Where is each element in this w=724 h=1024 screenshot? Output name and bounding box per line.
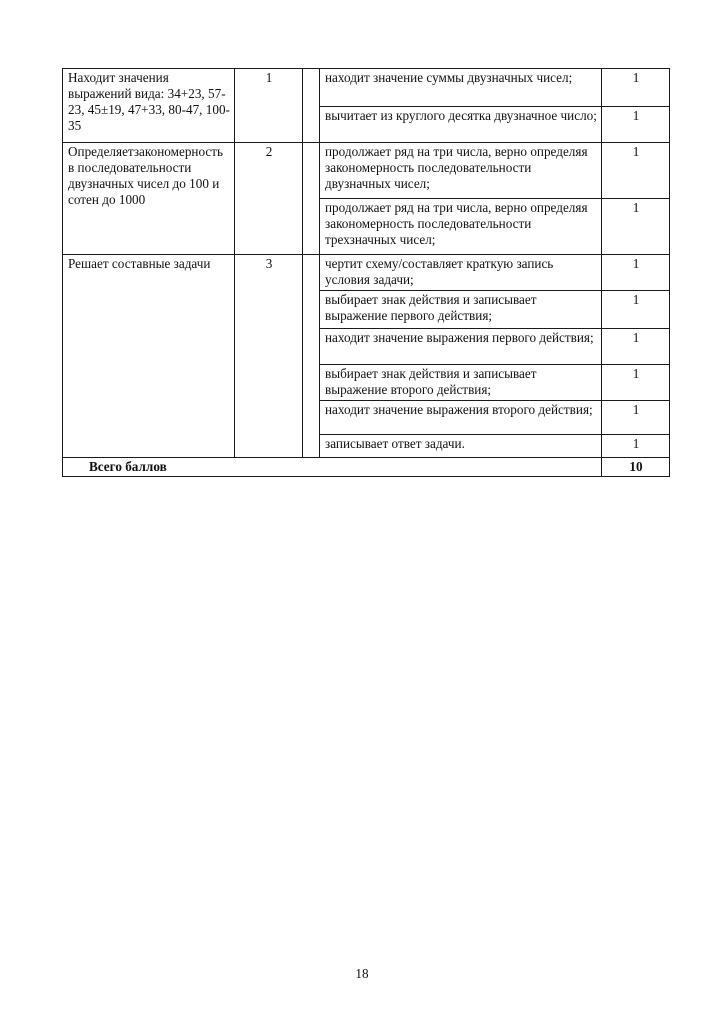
table-row bbox=[63, 69, 670, 107]
spacer-cell bbox=[303, 143, 320, 255]
points-cell: 1 bbox=[602, 291, 670, 329]
points-cell: 1 bbox=[602, 107, 670, 143]
table-row bbox=[63, 255, 670, 291]
task-number-cell: 2 bbox=[235, 143, 303, 255]
criterion-cell: вычитает из круглого десятка двузначное число; bbox=[320, 107, 602, 143]
criterion-cell: записывает ответ задачи. bbox=[320, 435, 602, 458]
task-number-cell: 3 bbox=[235, 255, 303, 458]
points-cell: 1 bbox=[602, 329, 670, 365]
criterion-cell: продолжает ряд на три числа, верно определяя закономерность последовательности трехзначных чисел; bbox=[320, 199, 602, 255]
criterion-cell: находит значение суммы двузначных чисел; bbox=[320, 69, 602, 107]
total-value: 10 bbox=[602, 458, 670, 477]
points-cell: 1 bbox=[602, 365, 670, 401]
spacer-cell bbox=[303, 255, 320, 458]
points-cell: 1 bbox=[602, 435, 670, 458]
assessment-criteria-table bbox=[62, 68, 670, 477]
topic-cell: Определяетзакономерность в последовательности двузначных чисел до 100 и сотен до 1000 bbox=[63, 143, 235, 255]
total-label: Всего баллов bbox=[63, 458, 602, 477]
points-cell: 1 bbox=[602, 199, 670, 255]
points-cell: 1 bbox=[602, 401, 670, 435]
total-row bbox=[63, 458, 670, 477]
page-number: 18 bbox=[355, 966, 369, 981]
criterion-cell: продолжает ряд на три числа, верно определяя закономерность последовательности двузначных чисел; bbox=[320, 143, 602, 199]
criterion-cell: выбирает знак действия и записывает выражение второго действия; bbox=[320, 365, 602, 401]
topic-cell: Находит значения выражений вида: 34+23, 57-23, 45±19, 47+33, 80-47, 100-35 bbox=[63, 69, 235, 143]
points-cell: 1 bbox=[602, 69, 670, 107]
task-number-cell: 1 bbox=[235, 69, 303, 143]
criterion-cell: находит значение выражения второго действия; bbox=[320, 401, 602, 435]
points-cell: 1 bbox=[602, 255, 670, 291]
criterion-cell: находит значение выражения первого действия; bbox=[320, 329, 602, 365]
topic-cell: Решает составные задачи bbox=[63, 255, 235, 458]
spacer-cell bbox=[303, 69, 320, 143]
criterion-cell: чертит схему/составляет краткую запись условия задачи; bbox=[320, 255, 602, 291]
points-cell: 1 bbox=[602, 143, 670, 199]
criterion-cell: выбирает знак действия и записывает выражение первого действия; bbox=[320, 291, 602, 329]
table-row bbox=[63, 143, 670, 199]
